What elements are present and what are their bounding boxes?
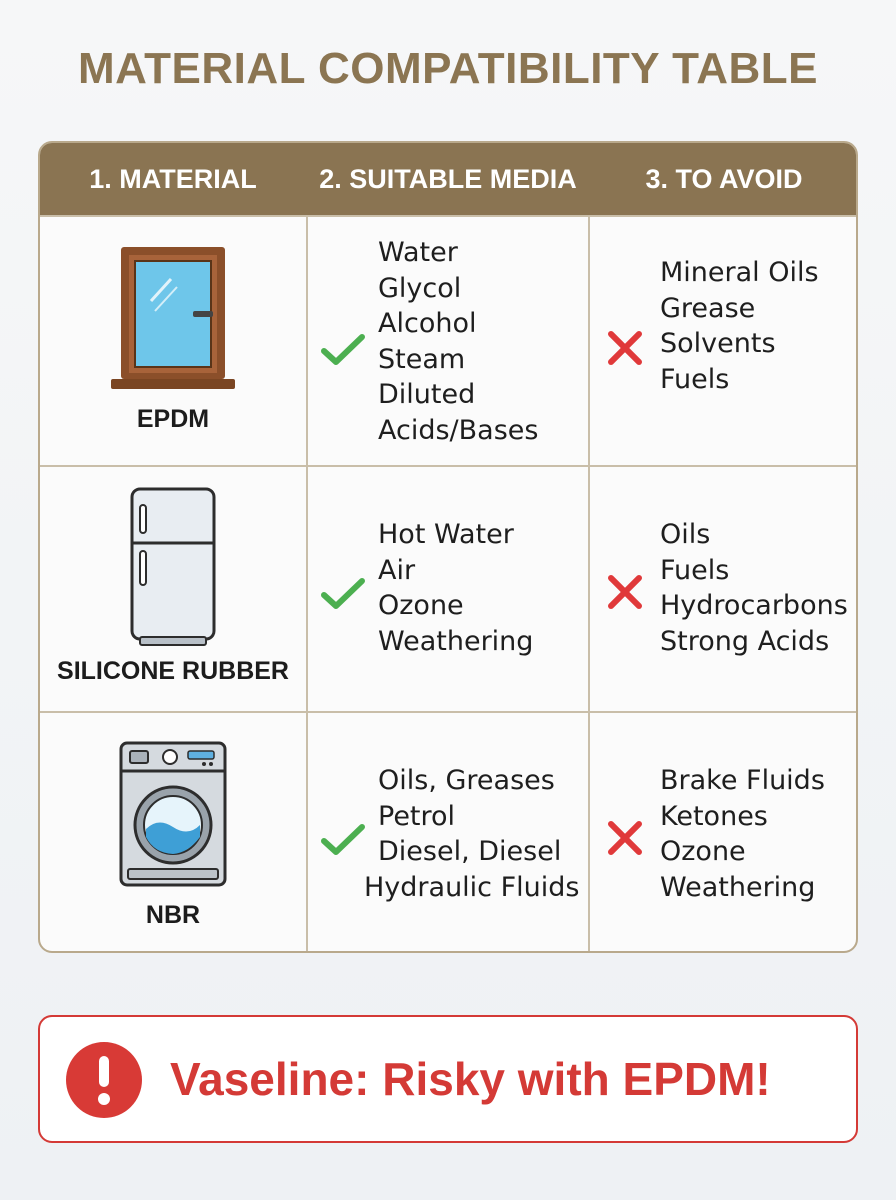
check-icon — [320, 333, 366, 367]
list-item: Acids/Bases — [378, 414, 539, 446]
cross-icon — [606, 819, 644, 857]
suitable-media-list — [364, 763, 580, 905]
avoid-media-list — [660, 763, 825, 905]
material-label: NBR — [145, 901, 201, 929]
list-item: Hot Water — [378, 519, 514, 550]
check-icon — [320, 823, 366, 857]
cross-icon — [606, 573, 644, 611]
warning-banner — [38, 1015, 858, 1143]
suitable-media-list — [378, 235, 538, 448]
avoid-media-list — [660, 517, 848, 659]
list-item: Oils — [660, 519, 711, 550]
list-item: Strong Acids — [660, 625, 830, 657]
list-item: Alcohol — [378, 308, 477, 339]
warning-text: Vaseline: Risky with EPDM! — [170, 1053, 771, 1105]
washing-machine-icon — [40, 741, 306, 889]
cross-icon — [606, 329, 644, 367]
list-item: Diluted — [378, 379, 476, 410]
list-item: Brake Fluids — [660, 765, 825, 796]
list-item: Oils, Greases — [378, 765, 555, 796]
header-material: 1. MATERIAL — [89, 164, 257, 194]
exclamation-icon — [66, 1042, 142, 1118]
header-to-avoid: 3. TO AVOID — [645, 164, 803, 194]
list-item: Fuels — [660, 554, 730, 586]
list-item: Solvents — [660, 328, 776, 359]
table-row — [40, 465, 856, 711]
list-item: Hydrocarbons — [660, 590, 848, 621]
table-row — [40, 711, 856, 953]
table-header — [40, 143, 856, 215]
list-item: Petrol — [378, 800, 456, 832]
list-item: Mineral Oils — [660, 257, 819, 288]
list-item: Hydraulic Fluids — [364, 871, 580, 903]
list-item: Steam — [378, 343, 466, 375]
table-row — [40, 215, 856, 465]
list-item: Ketones — [660, 800, 768, 832]
list-item: Diesel, Diesel — [378, 836, 562, 867]
avoid-media-list — [660, 255, 819, 397]
list-item: Air — [378, 554, 416, 586]
window-icon — [40, 245, 306, 391]
list-item: Weathering — [378, 625, 534, 657]
check-icon — [320, 577, 366, 611]
list-item: Weathering — [660, 871, 816, 903]
list-item: Water — [378, 237, 458, 268]
page-title: MATERIAL COMPATIBILITY TABLE — [78, 44, 818, 93]
header-suitable-media: 2. SUITABLE MEDIA — [319, 164, 577, 194]
list-item: Ozone — [660, 836, 746, 867]
list-item: Grease — [660, 292, 756, 324]
list-item: Ozone — [378, 590, 464, 621]
material-label: EPDM — [136, 405, 210, 433]
refrigerator-icon — [40, 487, 306, 649]
compatibility-table — [38, 141, 858, 953]
suitable-media-list — [378, 517, 533, 659]
list-item: Fuels — [660, 363, 730, 395]
list-item: Glycol — [378, 272, 462, 304]
material-label: SILICONE RUBBER — [57, 657, 289, 685]
